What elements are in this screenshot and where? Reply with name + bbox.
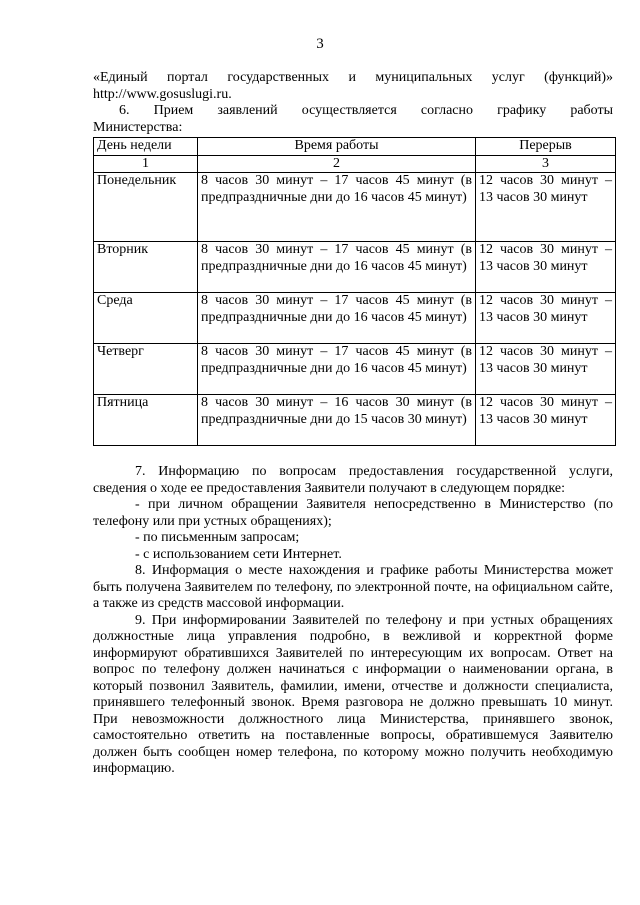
paragraph-9: 9. При информировании Заявителей по телефону и при устных обращениях должностные лица управления подробно, в вежливой и корректной форме информируют обратившихся Заявителей по интересующим их вопросам. Ответ на вопрос по телефону должен начинаться с информации о наименовании органа, в который позвонил Заявитель, фамилии, имени, отчестве и должности специалиста, принявшего телефонный звонок. Время разговора не должно превышать 10 минут. При невозможности должностного лица Министерства, принявшего звонок, самостоятельно ответить на поставленные вопросы, обратившемуся Заявителю должен быть сообщен номер телефона, по которому можно получить необходимую информацию. xyxy=(93,612,613,776)
header-time: Время работы xyxy=(198,138,476,156)
intro-line-1: «Единый портал государственных и муниципальных услуг (функций)» xyxy=(93,70,613,85)
table-header-row xyxy=(94,138,616,156)
col-number-3: 3 xyxy=(476,155,616,173)
cell-day: Пятница xyxy=(94,395,198,446)
list-item: - при личном обращении Заявителя непосредственно в Министерство (по телефону или при устных обращениях); xyxy=(93,497,613,529)
cell-time: 8 часов 30 минут – 17 часов 45 минут (в предпраздничные дни до 16 часов 45 минут) xyxy=(198,344,476,395)
cell-break: 12 часов 30 минут – 13 часов 30 минут xyxy=(476,293,616,344)
information-section xyxy=(93,464,613,778)
cell-day: Среда xyxy=(94,293,198,344)
cell-break: 12 часов 30 минут – 13 часов 30 минут xyxy=(476,173,616,242)
cell-day: Понедельник xyxy=(94,173,198,242)
cell-time: 8 часов 30 минут – 17 часов 45 минут (в предпраздничные дни до 16 часов 45 минут) xyxy=(198,242,476,293)
table-row xyxy=(94,173,616,242)
item-6-line-1: 6. Прием заявлений осуществляется согласно графику работы xyxy=(119,103,613,118)
col-number-2: 2 xyxy=(198,155,476,173)
cell-break: 12 часов 30 минут – 13 часов 30 минут xyxy=(476,344,616,395)
header-break: Перерыв xyxy=(476,138,616,156)
cell-day: Четверг xyxy=(94,344,198,395)
page-number: 3 xyxy=(316,36,324,52)
intro-line-2: http://www.gosuslugi.ru. xyxy=(93,86,232,102)
document-body xyxy=(93,70,613,778)
paragraph-8: 8. Информация о месте нахождения и графике работы Министерства может быть получена Заявителем по телефону, по электронной почте, на официальном сайте, а также из средств массовой информации. xyxy=(93,563,613,611)
item-6-line-2: Министерства: xyxy=(93,119,183,135)
cell-time: 8 часов 30 минут – 17 часов 45 минут (в предпраздничные дни до 16 часов 45 минут) xyxy=(198,173,476,242)
table-number-row xyxy=(94,155,616,173)
header-day: День недели xyxy=(94,138,198,156)
cell-time: 8 часов 30 минут – 16 часов 30 минут (в предпраздничные дни до 15 часов 30 минут) xyxy=(198,395,476,446)
cell-break: 12 часов 30 минут – 13 часов 30 минут xyxy=(476,395,616,446)
table-row xyxy=(94,293,616,344)
col-number-1: 1 xyxy=(94,155,198,173)
table-row xyxy=(94,344,616,395)
paragraph-7: 7. Информацию по вопросам предоставления государственной услуги, сведения о ходе ее предоставления Заявители получают в следующем порядке: xyxy=(93,464,613,496)
table-row xyxy=(94,242,616,293)
cell-time: 8 часов 30 минут – 17 часов 45 минут (в предпраздничные дни до 16 часов 45 минут) xyxy=(198,293,476,344)
cell-day: Вторник xyxy=(94,242,198,293)
cell-break: 12 часов 30 минут – 13 часов 30 минут xyxy=(476,242,616,293)
list-item: - по письменным запросам; xyxy=(135,530,300,545)
table-row xyxy=(94,395,616,446)
list-item: - с использованием сети Интернет. xyxy=(135,546,342,562)
schedule-table xyxy=(93,137,616,446)
